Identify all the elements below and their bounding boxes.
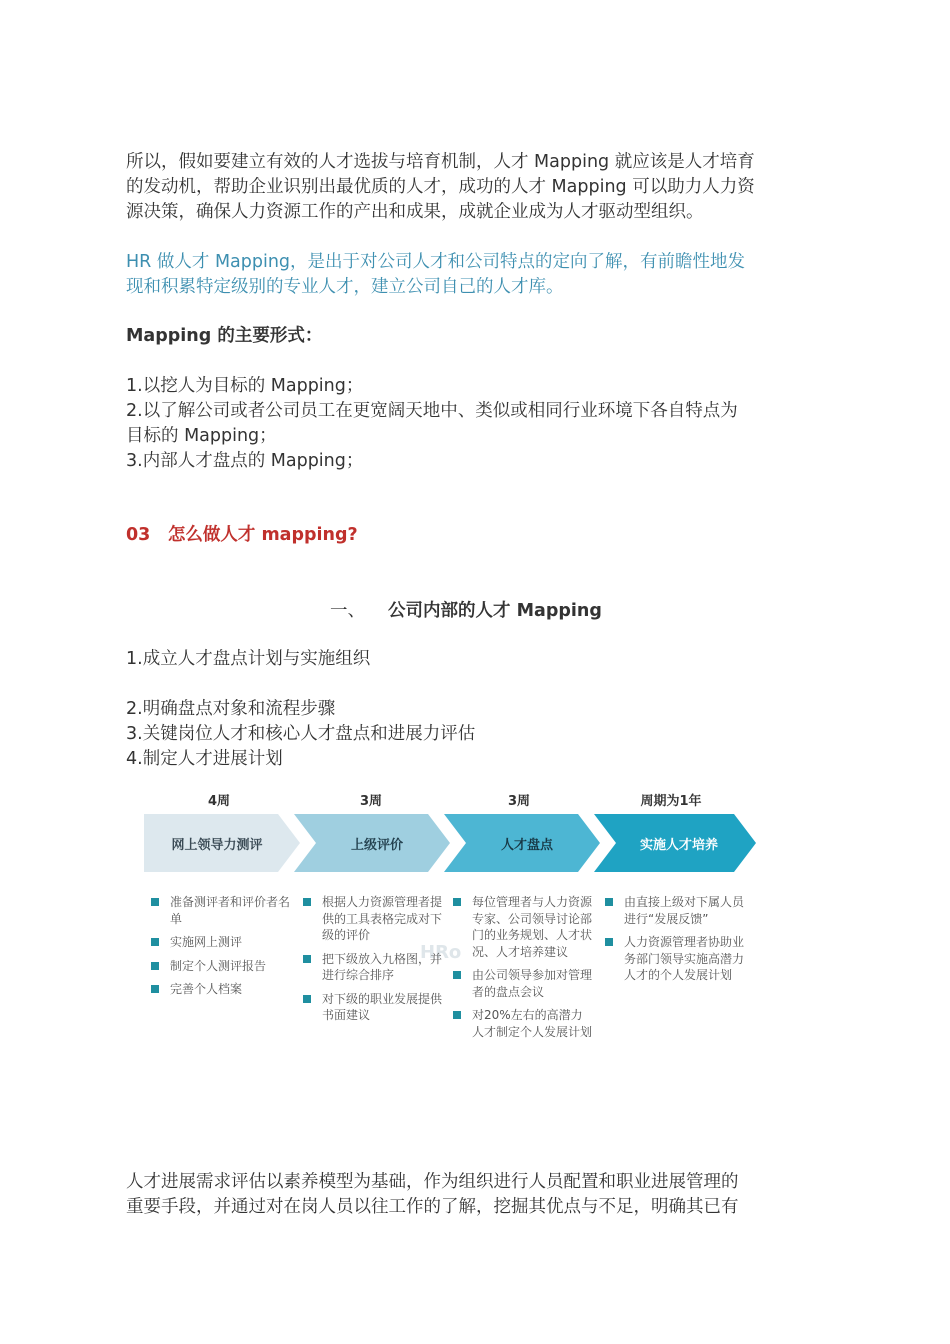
list-item [298, 991, 444, 1024]
text-line: 所以，假如要建立有效的人才选拔与培育机制，人才 Mapping 就应该是人才培育 [126, 152, 755, 172]
bullet-text: 完善个人档案 [170, 982, 243, 996]
bullet-icon [453, 971, 461, 979]
intro-paragraph [126, 150, 806, 225]
forms-heading-text: Mapping 的主要形式： [126, 326, 323, 346]
duration-label: 3周 [359, 794, 383, 809]
list-item [298, 951, 444, 984]
list-item: 1.成立人才盘点计划与实施组织 [126, 649, 371, 669]
text-line: 重要手段，并通过对在岗人员以往工作的了解，挖掘其优点与不足，明确其已有 [126, 1197, 739, 1217]
bullet-text: 实施网上测评 [170, 935, 243, 949]
bullet-text: 准备测评者和评价者名单 [170, 895, 291, 926]
text-line: HR 做人才 Mapping，是出于对公司人才和公司特点的定向了解，有前瞻性地发 [126, 252, 746, 272]
step-1 [126, 647, 806, 672]
forms-list [126, 374, 806, 474]
bullet-text: 每位管理者与人力资源专家、公司领导讨论部门的业务规划、人才状况、人才培养建议 [472, 895, 593, 959]
duration-label: 3周 [507, 794, 531, 809]
list-item [600, 894, 746, 927]
list-item [298, 894, 444, 944]
step-title: 网上领导力测评 [171, 838, 263, 853]
step-column-4 [600, 894, 746, 991]
closing-paragraph [126, 1170, 806, 1220]
sub-heading-number: 一、 [330, 601, 365, 621]
text-line: 现和积累特定级别的专业人才，建立公司自己的人才库。 [126, 277, 564, 297]
list-item: 3.关键岗位人才和核心人才盘点和进展力评估 [126, 724, 476, 744]
bullet-icon [151, 938, 159, 946]
bullet-icon [605, 898, 613, 906]
step-column-2 [298, 894, 444, 1031]
duration-label: 周期为1年 [640, 794, 702, 809]
bullet-icon [303, 995, 311, 1003]
step-column-1 [146, 894, 292, 1005]
bullet-icon [151, 962, 159, 970]
bullet-icon [605, 938, 613, 946]
section-heading-text: 03 怎么做人才 mapping? [126, 525, 358, 545]
bullet-icon [303, 955, 311, 963]
list-item [146, 981, 292, 998]
list-item: 2.明确盘点对象和流程步骤 [126, 699, 336, 719]
text-line: 人才进展需求评估以素养模型为基础，作为组织进行人员配置和职业进展管理的 [126, 1172, 739, 1192]
bullet-text: 制定个人测评报告 [170, 958, 267, 973]
bullet-text: 根据人力资源管理者提供的工具表格完成对下级的评价 [322, 895, 443, 942]
steps-list [126, 697, 806, 772]
watermark: HRo [420, 942, 462, 963]
list-item: 2.以了解公司或者公司员工在更宽阔天地中、类似或相同行业环境下各自特点为 [126, 401, 738, 421]
text-line: 的发动机，帮助企业识别出最优质的人才，成功的人才 Mapping 可以助力人力资 [126, 177, 755, 197]
step-column-3 [448, 894, 594, 1047]
list-item: 目标的 Mapping； [126, 426, 277, 446]
list-item [146, 958, 292, 975]
bullet-text: 人力资源管理者协助业务部门领导实施高潜力人才的个人发展计划 [624, 935, 745, 982]
bullet-icon [453, 898, 461, 906]
bullet-text: 由公司领导参加对管理者的盘点会议 [472, 968, 593, 999]
list-item [448, 894, 594, 960]
bullet-text: 由直接上级对下属人员进行“发展反馈” [624, 895, 745, 926]
bullet-icon [303, 898, 311, 906]
list-item [146, 894, 292, 927]
bullet-text: 把下级放入九格图，并进行综合排序 [322, 951, 443, 982]
highlight-paragraph [126, 250, 806, 300]
list-item [600, 934, 746, 984]
sub-heading [330, 597, 602, 622]
forms-heading [126, 324, 806, 349]
list-item: 1.以挖人为目标的 Mapping； [126, 376, 364, 396]
step-title: 上级评价 [350, 838, 403, 853]
duration-label: 4周 [207, 794, 231, 809]
sub-heading-text: 公司内部的人才 Mapping [388, 601, 602, 621]
list-item: 3.内部人才盘点的 Mapping； [126, 451, 364, 471]
list-item: 4.制定人才进展计划 [126, 749, 283, 769]
bullet-icon [151, 985, 159, 993]
process-figure [144, 782, 760, 1127]
list-item [146, 934, 292, 951]
bullet-icon [453, 1011, 461, 1019]
list-item [448, 967, 594, 1000]
text-line: 源决策，确保人力资源工作的产出和成果，成就企业成为人才驱动型组织。 [126, 202, 704, 222]
bullet-icon [151, 898, 159, 906]
bullet-text: 对20%左右的高潜力人才制定个人发展计划 [472, 1008, 593, 1039]
step-title: 实施人才培养 [639, 838, 718, 853]
section-heading [126, 523, 806, 548]
step-title: 人才盘点 [500, 838, 553, 853]
bullet-text: 对下级的职业发展提供书面建议 [322, 991, 443, 1022]
list-item [448, 1007, 594, 1040]
